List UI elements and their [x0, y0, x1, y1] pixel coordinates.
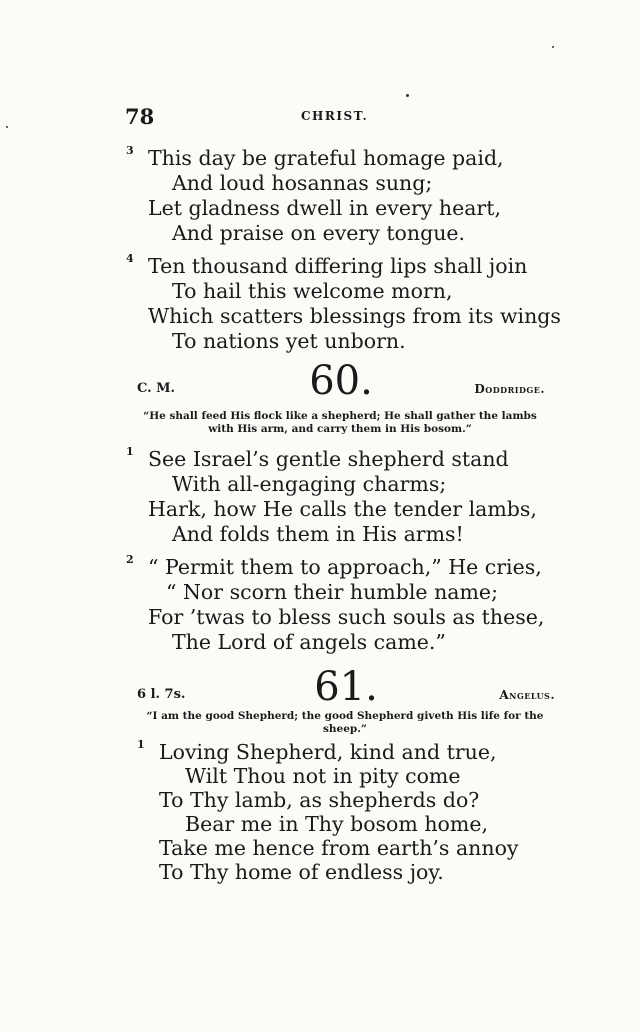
epigraph-line: with His arm, and carry them in His bosom.” [208, 423, 472, 435]
verse-line: “ Permit them to approach,” He cries, [148, 555, 542, 579]
ink-speck [552, 46, 554, 48]
verse-line: Let gladness dwell in every heart, [148, 196, 501, 220]
hymn-author: Angelus. [499, 688, 555, 702]
verse-line: To hail this welcome morn, [172, 279, 453, 303]
hymn-60-epigraph [120, 410, 560, 436]
hymn-61-epigraph [120, 710, 570, 736]
verse-line: Which scatters blessings from its wings [148, 304, 561, 328]
epigraph-line: “I am the good Shepherd; the good Shepherd giveth His life for the [146, 710, 544, 722]
hymn-author: Doddridge. [474, 382, 545, 396]
verse-line: To Thy home of endless joy. [159, 860, 444, 884]
verse-line: To Thy lamb, as shepherds do? [159, 788, 480, 812]
verse-line: This day be grateful homage paid, [148, 146, 504, 170]
verse-line: “ Nor scorn their humble name; [166, 580, 498, 604]
verse-line: With all-engaging charms; [172, 472, 447, 496]
verse-line: And folds them in His arms! [172, 522, 464, 546]
stanza-number: 4 [126, 252, 134, 265]
verse-line: For ’twas to bless such souls as these, [148, 605, 545, 629]
verse-line: Wilt Thou not in pity come [185, 764, 461, 788]
stanza-number: 2 [126, 553, 134, 566]
hymn-meter: C. M. [137, 381, 176, 396]
page-number: 78 [125, 104, 155, 129]
ink-speck [6, 126, 8, 128]
verse-line: And loud hosannas sung; [172, 171, 433, 195]
running-header [125, 104, 375, 128]
hymn-61-header [137, 664, 555, 710]
verse-line: To nations yet unborn. [172, 329, 406, 353]
verse-line: And praise on every tongue. [172, 221, 466, 245]
hymn-60-header [137, 358, 545, 404]
hymn-number: 60. [309, 358, 373, 404]
verse-line: Take me hence from earth’s annoy [159, 836, 519, 860]
verse-line: Ten thousand differing lips shall join [148, 254, 528, 278]
epigraph-line: “He shall feed His flock like a shepherd; He shall gather the lambs [143, 410, 537, 422]
stanza-number: 1 [126, 445, 134, 458]
verse-line: See Israel’s gentle shepherd stand [148, 447, 509, 471]
verse-line: Bear me in Thy bosom home, [185, 812, 488, 836]
stanza-number: 3 [126, 144, 134, 157]
hymn-number: 61. [314, 664, 378, 710]
stanza-number: 1 [137, 738, 145, 751]
verse-line: Hark, how He calls the tender lambs, [148, 497, 537, 521]
verse-line: Loving Shepherd, kind and true, [159, 740, 497, 764]
ink-speck [406, 94, 409, 97]
epigraph-line: sheep.” [323, 723, 367, 735]
running-title: CHRIST. [301, 109, 369, 123]
verse-line: The Lord of angels came.” [172, 630, 446, 654]
hymn-meter: 6 l. 7s. [137, 687, 186, 702]
